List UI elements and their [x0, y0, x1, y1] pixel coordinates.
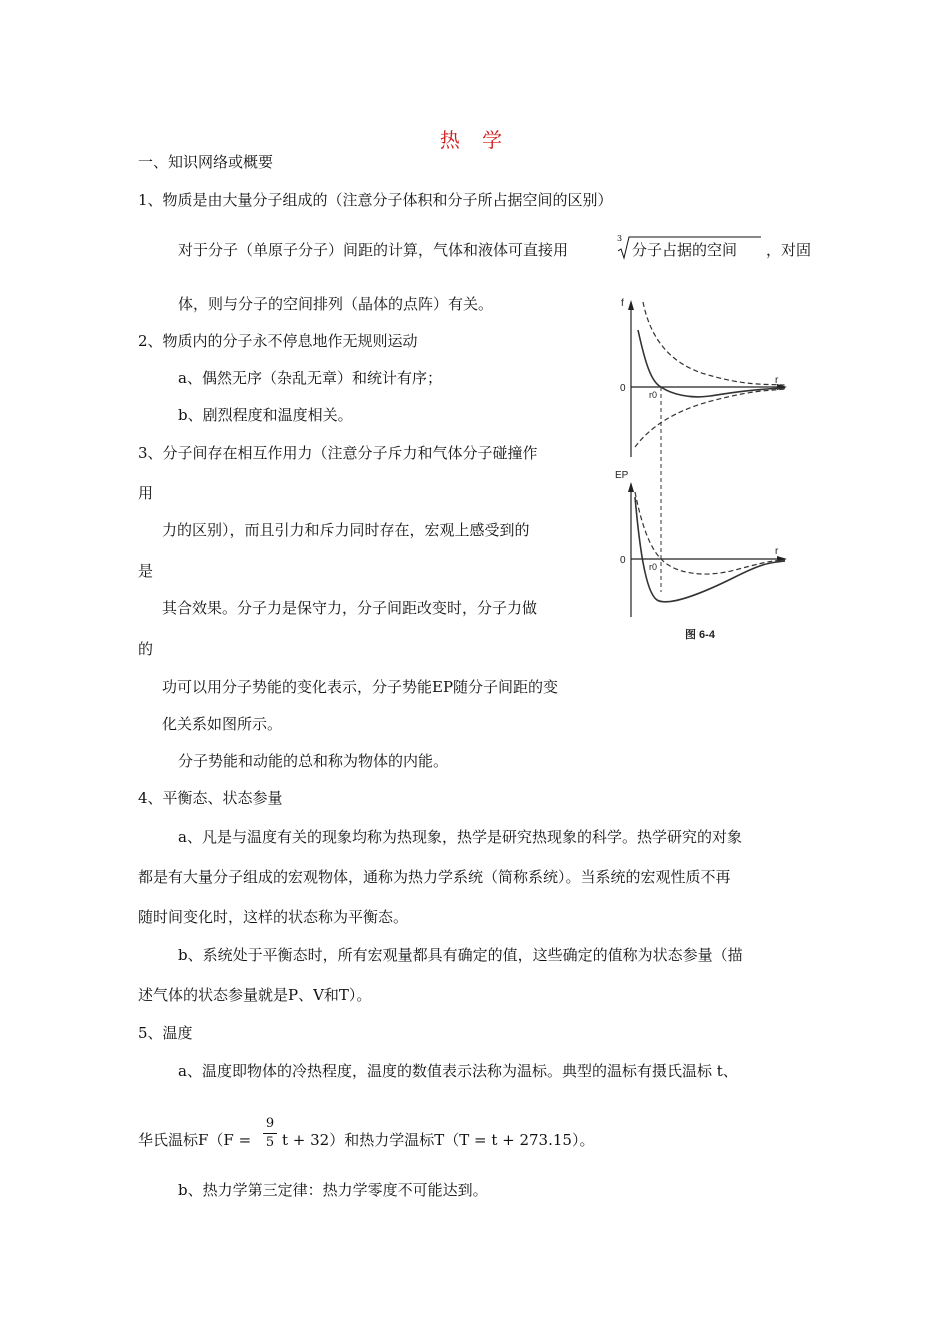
r0-bottom: r0 [649, 562, 658, 572]
item4-heading: 4、平衡态、状态参量 [138, 789, 283, 807]
item4-line: 述气体的状态参量就是P、V和T）。 [138, 986, 372, 1004]
item5-formula-line: 华氏温标F（F = [138, 1131, 252, 1149]
item3-line: 3、分子间存在相互作用力（注意分子斥力和气体分子碰撞作 [138, 444, 538, 462]
fraction [263, 1117, 277, 1150]
item1-line1-end: ，对固 [766, 241, 812, 259]
item3-line: 化关系如图所示。 [162, 715, 283, 733]
f-axis-label: f [621, 298, 624, 309]
item1-heading: 1、物质是由大量分子组成的（注意分子体积和分子所占据空间的区别） [138, 191, 613, 209]
origin-top: 0 [620, 383, 626, 394]
root-index: 3 [617, 234, 623, 243]
ep-axis-label: EP [615, 470, 629, 481]
figure-caption: 图 6-4 [685, 629, 715, 641]
ep-dashed-curve [635, 492, 785, 574]
item3-line: 用 [138, 484, 154, 502]
item4-line: 都是有大量分子组成的宏观物体，通称为热力学系统（简称系统）。当系统的宏观性质不再 [138, 868, 731, 886]
item3-line: 其合效果。分子力是保守力，分子间距改变时，分子力做 [162, 599, 538, 617]
attractive-curve [635, 389, 785, 447]
ep-curve [635, 497, 785, 602]
page-title: 热 学 [439, 128, 511, 152]
item3-line: 力的区别），而且引力和斥力同时存在，宏观上感受到的 [162, 521, 530, 539]
item1-line2: 体，则与分子的空间排列（晶体的点阵）有关。 [178, 295, 494, 313]
r-axis-top-label: r [775, 375, 779, 386]
figure-svg [605, 292, 805, 652]
root-content: 分子占据的空间 [632, 241, 738, 259]
item4-line: a、凡是与温度有关的现象均称为热现象，热学是研究热现象的科学。热学研究的对象 [178, 828, 742, 846]
item4-line: 随时间变化时，这样的状态称为平衡态。 [138, 908, 409, 926]
item5-line: b、热力学第三定律：热力学零度不可能达到。 [178, 1181, 488, 1199]
item3-line: 功可以用分子势能的变化表示，分子势能EP随分子间距的变 [162, 678, 559, 696]
fraction-numerator: 9 [265, 1116, 275, 1131]
item3-line: 的 [138, 640, 154, 658]
force-potential-figure [605, 292, 805, 652]
fraction-denominator: 5 [265, 1135, 275, 1150]
item2-a: a、偶然无序（杂乱无章）和统计有序； [178, 369, 442, 387]
item5-formula-line-end: t + 32）和热力学温标T（T = t + 273.15）。 [282, 1131, 595, 1149]
r0-top: r0 [649, 390, 658, 400]
fraction-bar [263, 1133, 277, 1134]
item3-line: 分子势能和动能的总和称为物体的内能。 [178, 752, 449, 770]
item5-heading: 5、温度 [138, 1024, 193, 1042]
repulsive-curve [643, 302, 785, 385]
ep-axis-arrow [628, 482, 634, 492]
item5-line: a、温度即物体的冷热程度，温度的数值表示法称为温标。典型的温标有摄氏温标 t、 [178, 1062, 738, 1080]
f-axis-arrow [628, 300, 634, 310]
item2-b: b、剧烈程度和温度相关。 [178, 406, 353, 424]
item1-line1: 对于分子（单原子分子）间距的计算，气体和液体可直接用 [178, 241, 569, 259]
section-heading: 一、知识网络或概要 [138, 153, 274, 171]
origin-bottom: 0 [620, 555, 626, 566]
item4-line: b、系统处于平衡态时，所有宏观量都具有确定的值，这些确定的值称为状态参量（描 [178, 946, 743, 964]
item2-heading: 2、物质内的分子永不停息地作无规则运动 [138, 332, 418, 350]
item3-line: 是 [138, 562, 154, 580]
r-axis-bottom-label: r [775, 546, 779, 557]
